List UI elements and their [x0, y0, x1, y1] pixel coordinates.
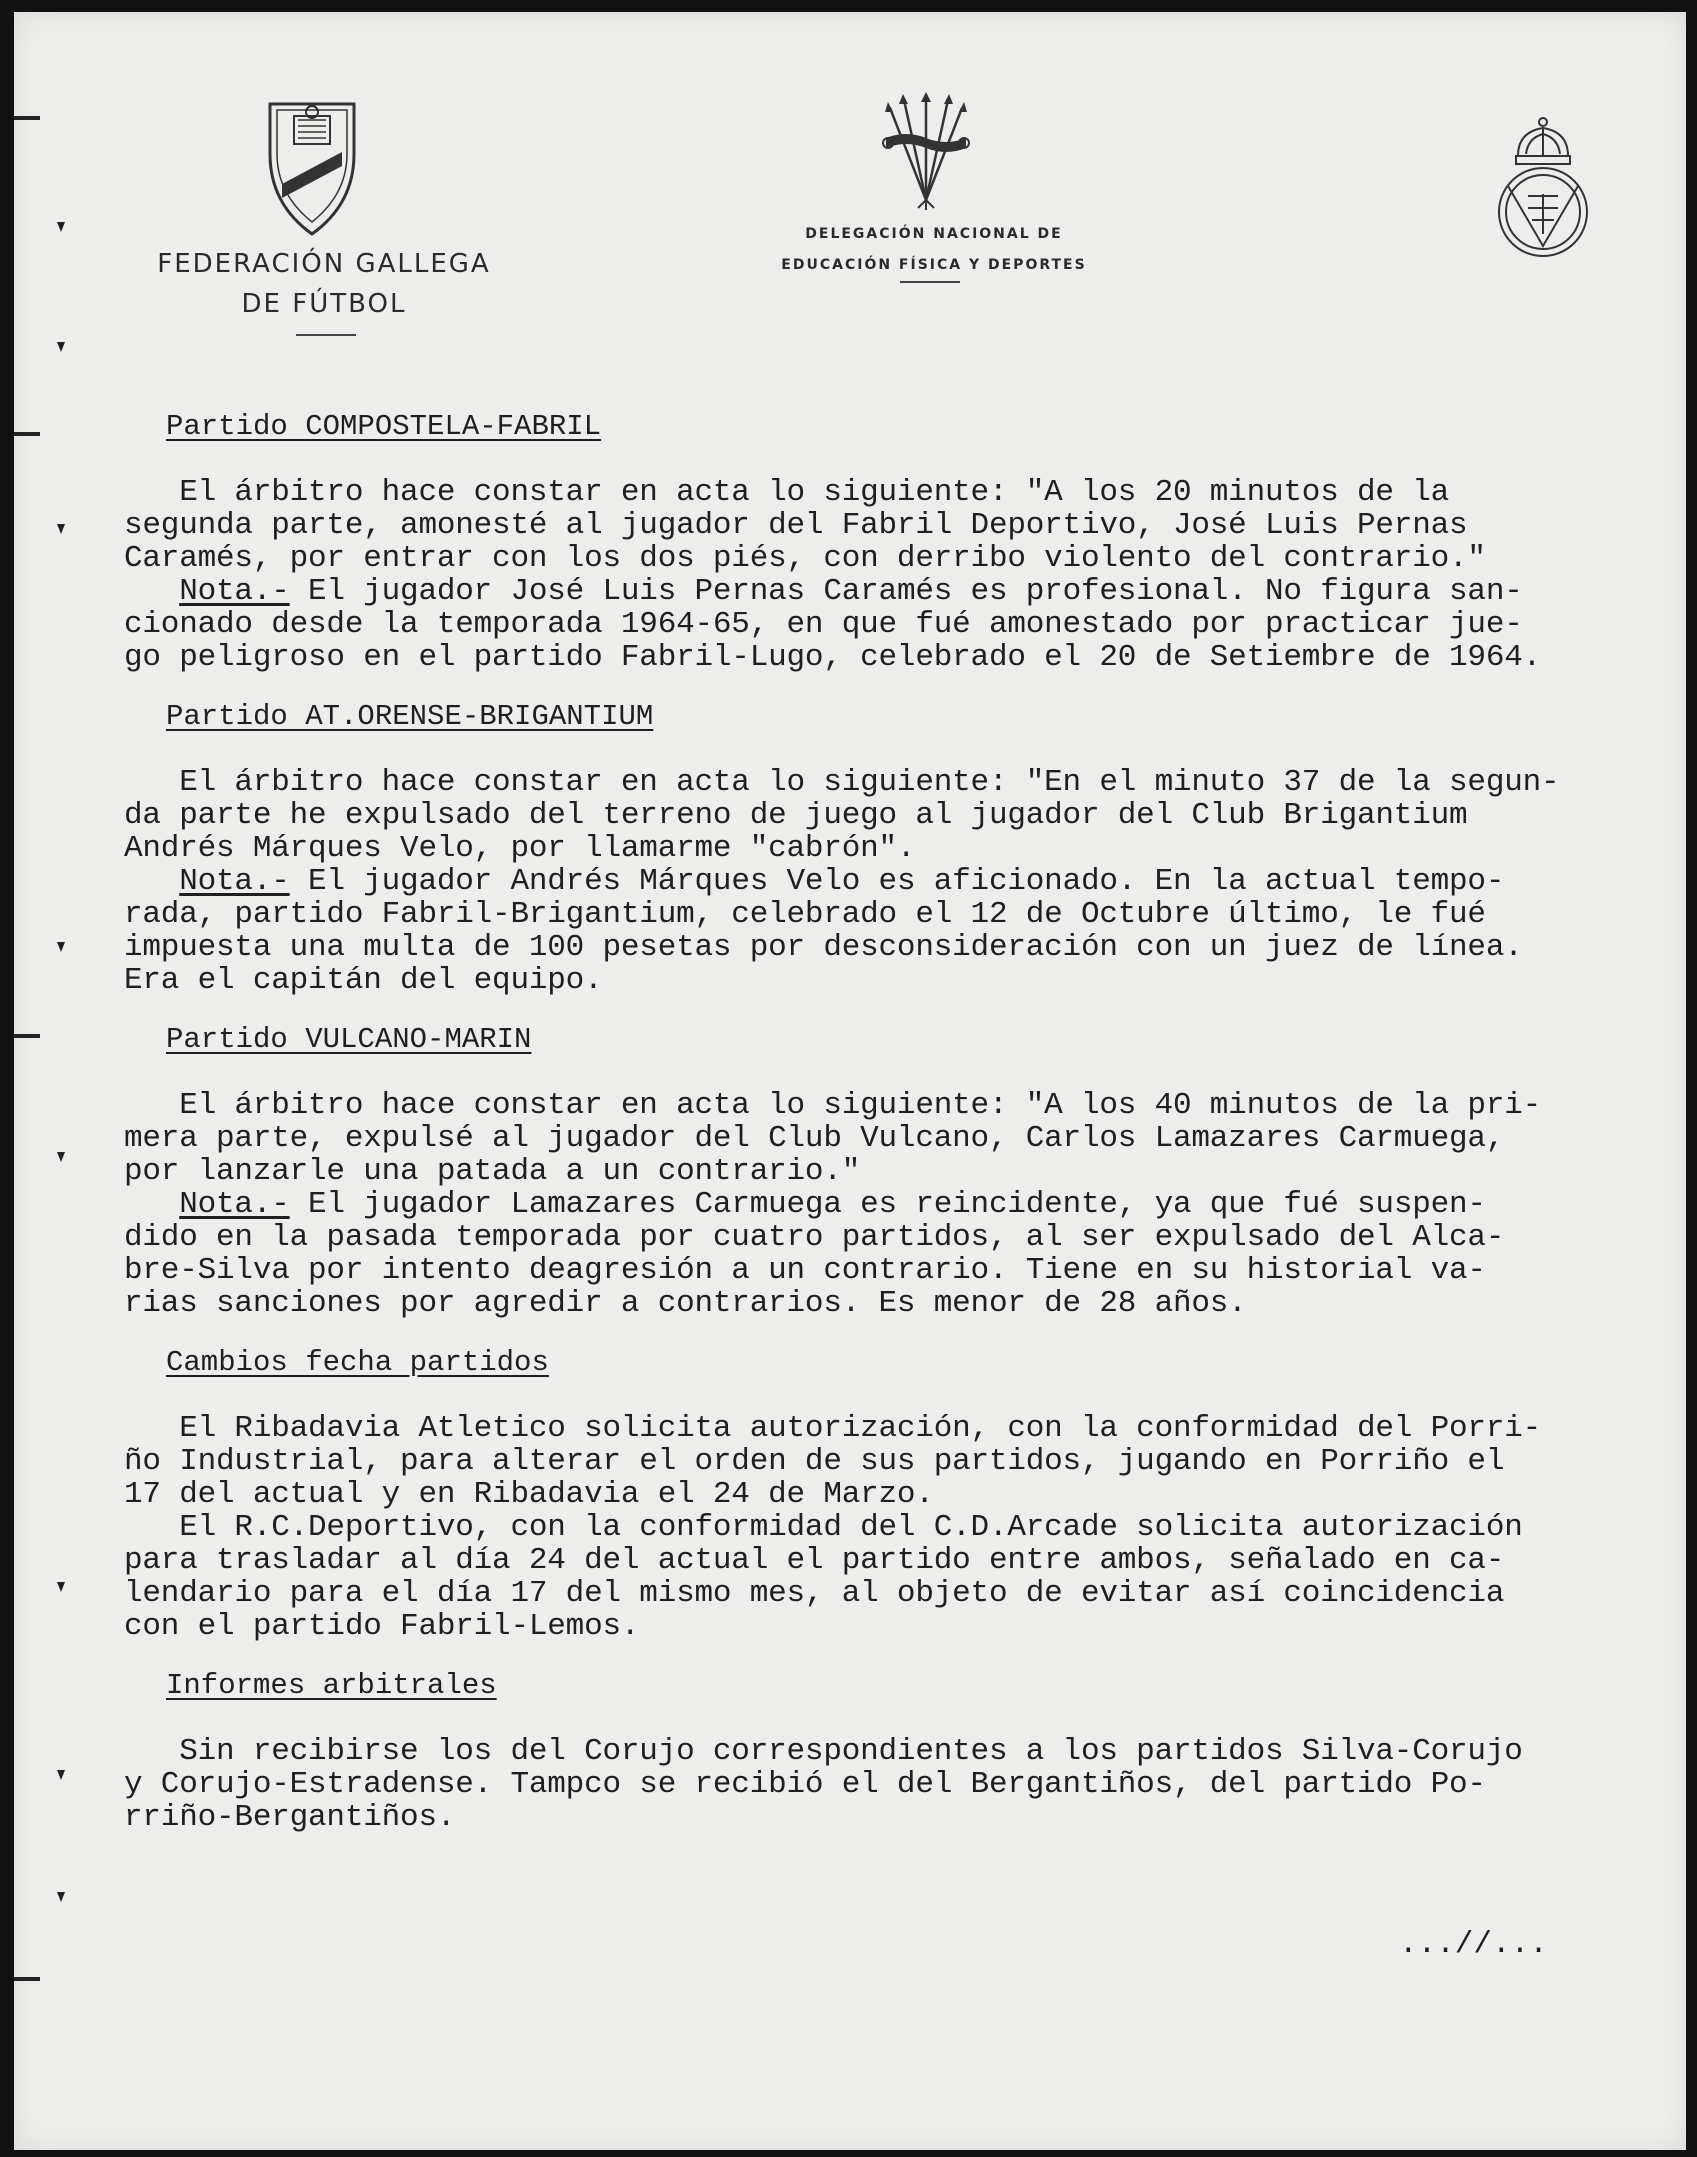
text-line: 17 del actual y en Ribadavia el 24 de Marzo. [124, 1477, 934, 1512]
text-line: mera parte, expulsé al jugador del Club Vulcano, Carlos Lamazares Carmuega, [124, 1121, 1505, 1156]
text-line: ño Industrial, para alterar el orden de sus partidos, jugando en Porriño el [124, 1444, 1505, 1479]
section-text [124, 1735, 1686, 1834]
delegation-name [714, 219, 1154, 281]
royal-crown-crest-icon [1488, 114, 1598, 264]
punch-hole [54, 524, 64, 538]
text-line: Nota.- El jugador Andrés Márques Velo es aficionado. En la actual tempo- [179, 864, 1505, 899]
text-line: Sin recibirse los del Corujo correspondientes a los partidos Silva-Corujo [124, 1734, 1523, 1769]
note-label: Nota.- [179, 574, 290, 609]
section-orense-brigantium [124, 700, 1686, 997]
section-heading: Informes arbitrales [166, 1669, 497, 1702]
federation-name-line2: DE FÚTBOL [241, 289, 407, 319]
note-label: Nota.- [179, 864, 290, 899]
text-line: bre-Silva por intento deagresión a un contrario. Tiene en su historial va- [124, 1253, 1486, 1288]
text-line: El Ribadavia Atletico solicita autorización, con la conformidad del Porri- [124, 1411, 1542, 1446]
section-text [124, 766, 1686, 997]
punch-hole [54, 342, 64, 356]
section-heading: Cambios fecha partidos [166, 1346, 549, 1379]
text-line: impuesta una multa de 100 pesetas por desconsideración con un juez de línea. [124, 930, 1523, 965]
federation-crest-icon [262, 94, 362, 244]
document-body [124, 410, 1686, 1860]
section-text [124, 476, 1686, 674]
text-line: Nota.- El jugador José Luis Pernas Caramés es profesional. No figura san- [179, 574, 1523, 609]
text-line: y Corujo-Estradense. Tampco se recibió el del Bergantiños, del partido Po- [124, 1767, 1486, 1802]
binding-notch [14, 1977, 40, 1981]
delegation-name-line1: DELEGACIÓN NACIONAL DE [805, 226, 1063, 242]
text-line: con el partido Fabril-Lemos. [124, 1609, 640, 1644]
delegation-rule [900, 281, 960, 283]
text-line: rias sanciones por agredir a contrarios. Es menor de 28 años. [124, 1286, 1247, 1321]
section-heading: Partido VULCANO-MARIN [166, 1023, 532, 1056]
continuation-mark: ...//... [1399, 1927, 1548, 1962]
text-line: cionado desde la temporada 1964-65, en que fué amonestado por practicar jue- [124, 607, 1523, 642]
text-line: rriño-Bergantiños. [124, 1800, 456, 1835]
text-line: Andrés Márques Velo, por llamarme "cabrón". [124, 831, 916, 866]
punch-hole [54, 942, 64, 956]
text-line: para trasladar al día 24 del actual el partido entre ambos, señalado en ca- [124, 1543, 1505, 1578]
punch-hole [54, 222, 64, 236]
delegation-name-line2: EDUCACIÓN FÍSICA Y DEPORTES [781, 257, 1087, 273]
punch-hole [54, 1152, 64, 1166]
text-line: Era el capitán del equipo. [124, 963, 603, 998]
punch-hole [54, 1582, 64, 1596]
binding-notch [14, 1034, 40, 1038]
text-line: El R.C.Deportivo, con la conformidad del C.D.Arcade solicita autorización [124, 1510, 1523, 1545]
text-line: go peligroso en el partido Fabril-Lugo, celebrado el 20 de Setiembre de 1964. [124, 640, 1542, 675]
section-heading: Partido AT.ORENSE-BRIGANTIUM [166, 700, 654, 733]
text-line: El árbitro hace constar en acta lo siguiente: "En el minuto 37 de la segun- [124, 765, 1560, 800]
text-line: da parte he expulsado del terreno de juego al jugador del Club Brigantium [124, 798, 1468, 833]
punch-hole [54, 1892, 64, 1906]
binding-notch [14, 116, 40, 120]
yoke-and-arrows-icon [876, 90, 976, 210]
text-line: Nota.- El jugador Lamazares Carmuega es reincidente, ya que fué suspen- [179, 1187, 1486, 1222]
federation-name-line1: FEDERACIÓN GALLEGA [157, 249, 491, 279]
section-compostela-fabril [124, 410, 1686, 674]
federation-rule [296, 334, 356, 336]
text-line: rada, partido Fabril-Brigantium, celebrado el 12 de Octubre último, le fué [124, 897, 1486, 932]
section-text [124, 1089, 1686, 1320]
text-line: El árbitro hace constar en acta lo siguiente: "A los 20 minutos de la [124, 475, 1450, 510]
text-line: lendario para el día 17 del mismo mes, al objeto de evitar así coincidencia [124, 1576, 1505, 1611]
binding-notch [14, 432, 40, 436]
section-vulcano-marin [124, 1023, 1686, 1320]
document-page [14, 12, 1686, 2150]
punch-hole [54, 1770, 64, 1784]
text-line: segunda parte, amonesté al jugador del Fabril Deportivo, José Luis Pernas [124, 508, 1468, 543]
section-heading: Partido COMPOSTELA-FABRIL [166, 410, 602, 443]
federation-name [109, 244, 539, 324]
section-text [124, 1412, 1686, 1643]
text-line: Caramés, por entrar con los dos piés, con derribo violento del contrario." [124, 541, 1486, 576]
text-line: dido en la pasada temporada por cuatro partidos, al ser expulsado del Alca- [124, 1220, 1505, 1255]
text-line: por lanzarle una patada a un contrario." [124, 1154, 861, 1189]
note-label: Nota.- [179, 1187, 290, 1222]
section-informes-arbitrales [124, 1669, 1686, 1834]
text-line: El árbitro hace constar en acta lo siguiente: "A los 40 minutos de la pri- [124, 1088, 1542, 1123]
section-cambios-fecha [124, 1346, 1686, 1643]
